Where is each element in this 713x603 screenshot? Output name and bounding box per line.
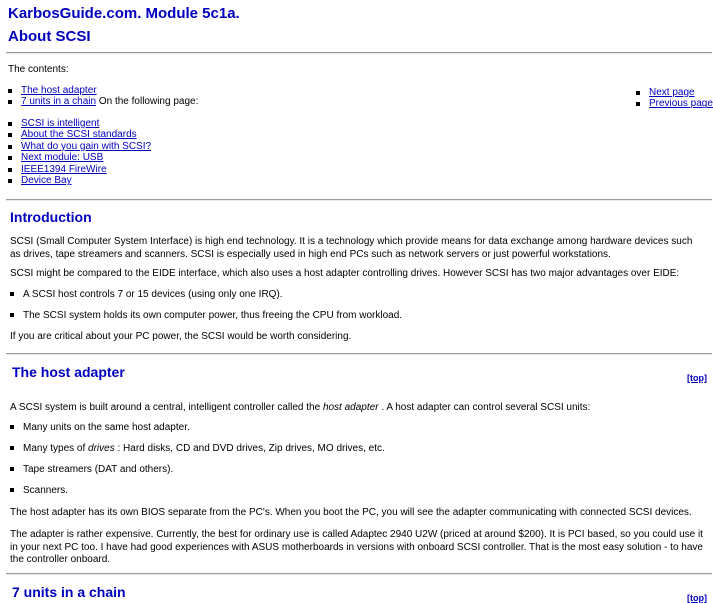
toc-link-next-module-usb[interactable]: Next module: USB — [21, 152, 104, 164]
section-heading-units-chain: 7 units in a chain — [12, 584, 126, 600]
host-paragraph-2: The host adapter has its own BIOS separate from the PC's. When you boot the PC, you will see the adapter communicating with connected SCSI devices. — [10, 507, 692, 518]
list-item: Tape streamers (DAT and others). — [10, 459, 385, 480]
toc-link-units-chain[interactable]: 7 units in a chain — [21, 96, 97, 108]
drives-list-text: : Hard disks, CD and DVD drives, Zip drives, MO drives, etc. — [114, 443, 385, 454]
host-paragraph-1-start: A SCSI system is built around a central, intelligent controller called the — [10, 402, 323, 413]
host-units-list — [10, 417, 385, 501]
page-nav-list — [636, 87, 713, 110]
intro-paragraph-3: If you are critical about your PC power, the SCSI would be worth considering. — [10, 331, 352, 342]
host-paragraph-1 — [10, 402, 705, 415]
section-heading-introduction: Introduction — [10, 209, 92, 225]
next-page-link[interactable]: Next page — [649, 87, 695, 98]
contents-list-a — [8, 85, 198, 108]
list-item — [10, 438, 385, 459]
list-item — [8, 175, 151, 186]
list-item — [8, 85, 198, 96]
list-item — [8, 164, 151, 175]
intro-paragraph-1: SCSI (Small Computer System Interface) is high end technology. It is a technology which provide means for data exchange among hardware devices such as drives, tape streamers and scanners. SCSI is especially used in high end PCs such as network servers or just powerful workstations. — [10, 236, 693, 260]
contents-list-b — [8, 118, 151, 186]
drives-lead: Many types of — [23, 443, 89, 454]
list-item: Scanners. — [10, 480, 385, 501]
host-paragraph-1-end: . A host adapter can control several SCSI units: — [378, 402, 591, 413]
contents-label: The contents: — [8, 64, 69, 75]
list-item — [8, 96, 198, 107]
toc-link-scsi-intelligent[interactable]: SCSI is intelligent — [21, 118, 100, 129]
host-paragraph-3: The adapter is rather expensive. Currently, the best for ordinary use is called Adaptec 2940 U2W (priced at around $200). It is PCI based, so you could use it in your next PC too. I have had good experiences with ASUS motherboards in versions with onboard SCSI controller. That is the most easy solution - to have the controller onboard. — [10, 529, 703, 565]
list-item — [636, 87, 713, 98]
intro-paragraph-2: SCSI might be compared to the EIDE interface, which also uses a host adapter controlling drives. However SCSI has two major advantages over EIDE: — [10, 268, 680, 279]
list-item — [8, 129, 151, 140]
list-item — [8, 152, 151, 163]
list-item — [636, 98, 713, 109]
list-item: Many units on the same host adapter. — [10, 417, 385, 438]
section-heading-host-adapter: The host adapter — [12, 364, 125, 380]
toc-link-firewire[interactable]: IEEE1394 FireWire — [21, 163, 107, 175]
toc-link-device-bay[interactable]: Device Bay — [21, 175, 72, 187]
page-title: About SCSI — [8, 28, 91, 45]
intro-advantages-list — [10, 284, 402, 326]
divider — [6, 353, 712, 355]
host-adapter-term: host adapter — [322, 402, 379, 413]
list-item: The SCSI system holds its own computer power, thus freeing the CPU from workload. — [10, 305, 402, 326]
list-item: A SCSI host controls 7 or 15 devices (using only one IRQ). — [10, 284, 402, 305]
divider — [6, 199, 712, 201]
top-link[interactable]: [top] — [687, 593, 707, 603]
site-title: KarbosGuide.com. Module 5c1a. — [8, 5, 240, 22]
toc-link-gain-scsi[interactable]: What do you gain with SCSI? — [21, 140, 152, 152]
toc-link-scsi-standards[interactable]: About the SCSI standards — [21, 129, 137, 141]
toc-following-page-note: On the following page: — [96, 96, 199, 108]
list-item — [8, 118, 151, 129]
top-link[interactable]: [top] — [687, 373, 707, 383]
divider — [6, 573, 712, 575]
drives-term: drives — [88, 443, 115, 454]
previous-page-link[interactable]: Previous page — [649, 98, 713, 110]
list-item — [8, 141, 151, 152]
toc-link-host-adapter[interactable]: The host adapter — [21, 85, 97, 96]
divider — [6, 52, 712, 54]
